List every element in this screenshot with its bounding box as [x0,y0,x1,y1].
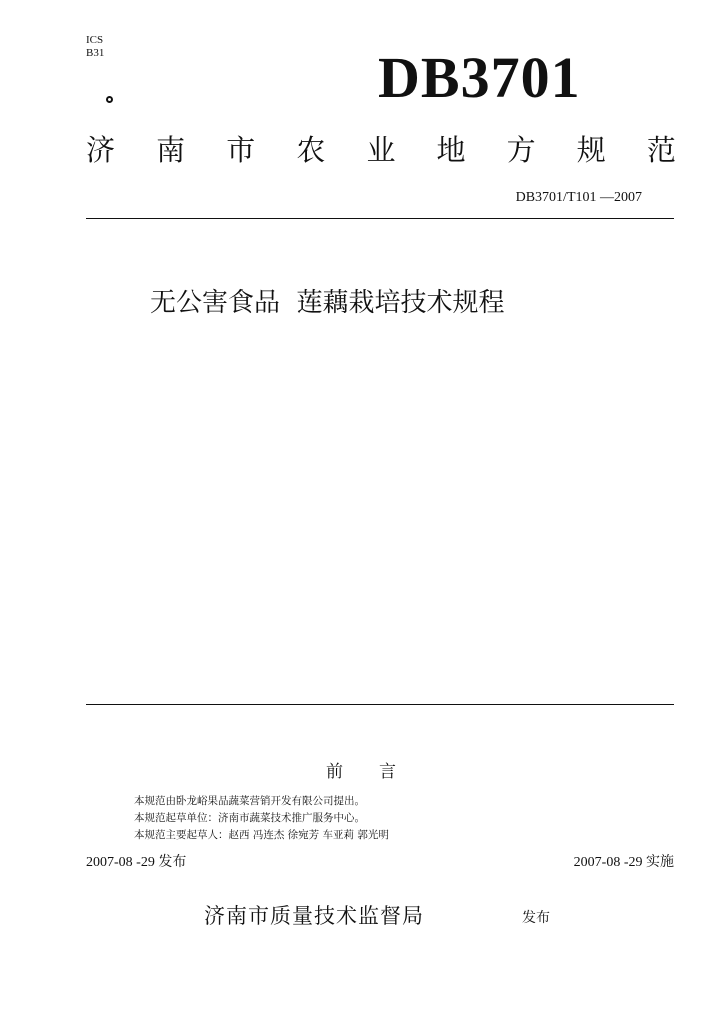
standard-type-char: 农 [296,133,326,167]
standard-type-char: 南 [156,133,186,167]
top-divider [86,218,674,219]
foreword-body [134,793,389,844]
foreword-heading: 前言 [326,762,432,782]
standard-type-char: 业 [366,133,396,167]
standard-type-char: 市 [226,133,256,167]
foreword-line: 本规范起草单位：济南市蔬菜技术推广服务中心。 [134,812,365,824]
issuer-suffix: 发布 [522,910,550,926]
standard-number: DB3701/T101 —2007 [515,190,642,205]
standard-type-char: 范 [646,133,676,167]
standard-type-char: 规 [576,133,606,167]
bullet-mark [106,96,113,103]
standard-type-char: 方 [506,133,536,167]
foreword-line: 本规范主要起草人：赵西 冯连杰 徐宛芳 车亚莉 郭光明 [134,829,389,841]
issuing-authority: 济南市质量技术监督局 [204,904,424,928]
bottom-divider [86,704,674,705]
standard-type-char: 地 [436,133,466,167]
ics-label: ICS [86,34,104,46]
classification-codes [86,34,104,60]
ccs-code: B31 [86,47,105,59]
standard-type-heading [86,132,676,168]
implementation-date: 2007-08 -29 实施 [573,855,674,870]
standard-type-char: 济 [86,133,116,167]
document-code: DB3701 [378,45,581,110]
foreword-line: 本规范由卧龙峪果品蔬菜营销开发有限公司提出。 [134,795,365,807]
issue-date: 2007-08 -29 发布 [86,855,187,870]
document-title: 无公害食品 莲藕栽培技术规程 [150,288,505,318]
